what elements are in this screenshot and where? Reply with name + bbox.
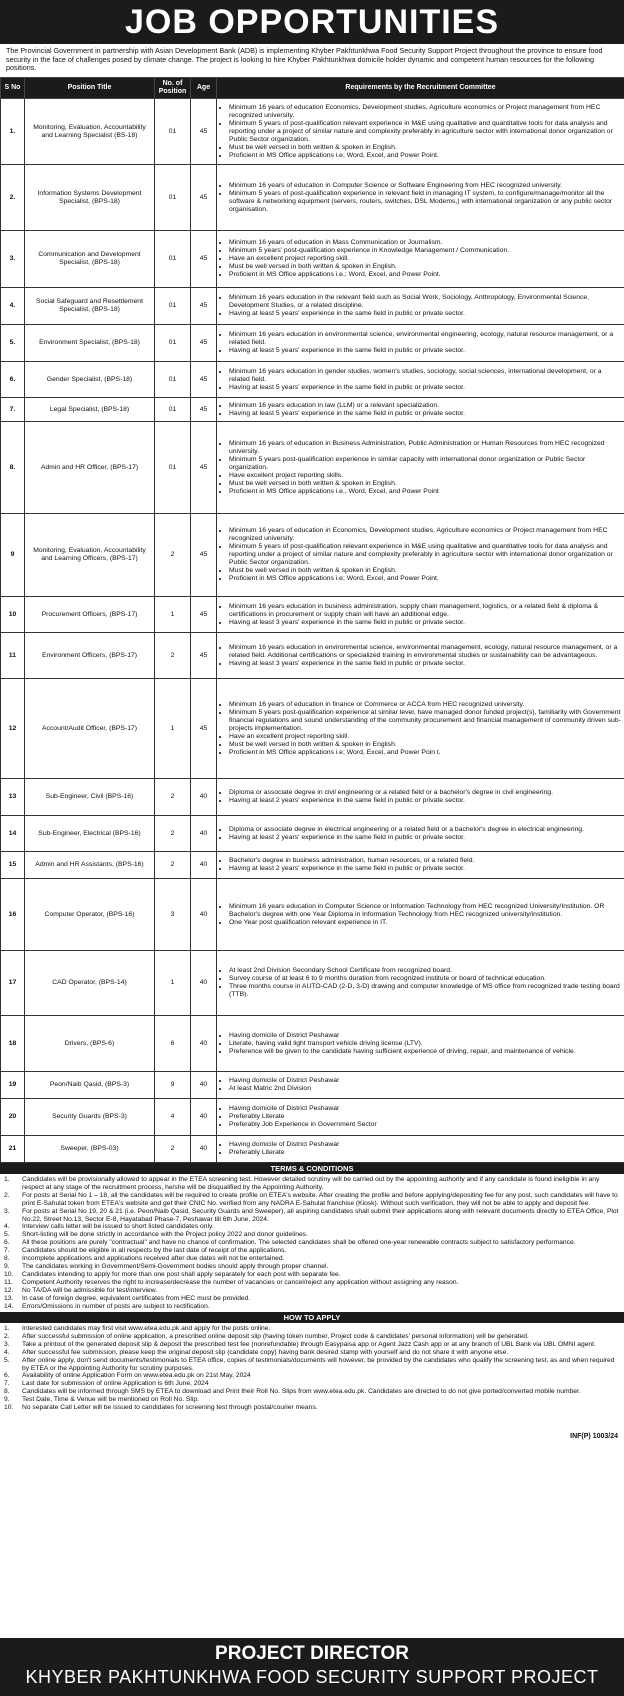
item-text: Availability of online Application Form on www.etea.edu.pk on 21st May, 2024 xyxy=(22,1372,251,1380)
table-row xyxy=(1,165,624,231)
position-title-cell: Procurement Officers, (BPS-17) xyxy=(25,597,155,633)
serial-number-cell: 2. xyxy=(1,165,25,231)
item-text: In case of foreign degree, equivalent certificates from HEC must be provided. xyxy=(22,1294,251,1302)
requirements-list xyxy=(219,294,622,318)
requirements-cell xyxy=(217,398,624,422)
item-text: Errors/Omissions in number of posts are subject to rectification. xyxy=(22,1302,210,1310)
requirements-cell xyxy=(217,597,624,633)
position-count-cell: 01 xyxy=(155,99,191,165)
requirement-item: • Minimum 16 years education in business administration, supply chain management, logistics, or a related field & diploma & certifications in procurement or supply chain will have an additional edge. xyxy=(229,603,622,619)
item-number: 2. xyxy=(4,1332,10,1340)
position-title-cell: CAD Operator, (BPS-14) xyxy=(25,951,155,1016)
item-number: 8. xyxy=(4,1255,10,1263)
requirements-list xyxy=(219,701,622,757)
position-count-cell: 2 xyxy=(155,852,191,879)
table-row xyxy=(1,1136,624,1163)
requirements-list xyxy=(219,239,622,279)
position-count-cell: 01 xyxy=(155,231,191,288)
position-count-cell: 1 xyxy=(155,951,191,1016)
item-number: 6. xyxy=(4,1239,10,1247)
page-title: JOB OPPORTUNITIES xyxy=(0,0,624,44)
item-number: 14. xyxy=(4,1302,14,1310)
item-text: Incomplete applications and applications received after due dates will not be entertained. xyxy=(22,1255,285,1263)
position-count-cell: 9 xyxy=(155,1072,191,1099)
requirements-list xyxy=(219,1105,622,1129)
requirements-cell xyxy=(217,288,624,325)
requirement-item: • Minimum 16 years education in Computer Science or Information Technology from HEC recognized University/Institution. OR Bachelor's degree with one Year Diploma in Information Technology from HEC recognized university/institution. xyxy=(229,903,622,919)
position-title-cell: Gender Specialist, (BPS-18) xyxy=(25,362,155,398)
item-number: 7. xyxy=(4,1380,10,1388)
requirement-item: • Have an excellent project reporting skill. xyxy=(229,733,622,741)
table-row xyxy=(1,633,624,679)
item-number: 3. xyxy=(4,1207,10,1215)
requirements-cell xyxy=(217,325,624,362)
terms-item xyxy=(4,1231,620,1239)
position-count-cell: 01 xyxy=(155,422,191,514)
position-count-cell: 01 xyxy=(155,165,191,231)
position-count-cell: 2 xyxy=(155,779,191,816)
position-count-cell: 01 xyxy=(155,398,191,422)
item-number: 3. xyxy=(4,1340,10,1348)
requirements-cell xyxy=(217,231,624,288)
position-title-cell: Legal Specialist, (BPS-18) xyxy=(25,398,155,422)
requirement-item: • Three months course in AUTO-CAD (2-D, 3-D) drawing and computer knowledge of MS office from recognized trade testing board (TTB). xyxy=(229,983,622,999)
serial-number-cell: 8. xyxy=(1,422,25,514)
position-count-cell: 01 xyxy=(155,288,191,325)
requirements-cell xyxy=(217,779,624,816)
terms-heading: TERMS & CONDITIONS xyxy=(0,1163,624,1174)
age-limit-cell: 45 xyxy=(191,288,217,325)
age-limit-cell: 45 xyxy=(191,679,217,779)
requirement-item: • Minimum 16 years of education in Business Administration, Public Administration or Human Resources from HEC recognized university. xyxy=(229,440,622,456)
item-text: The candidates working in Government/Semi-Government bodies should apply through proper channel. xyxy=(22,1262,329,1270)
requirements-list xyxy=(219,402,622,418)
position-title-cell: Admin and HR Assistants, (BPS-16) xyxy=(25,852,155,879)
requirement-item: • Having at least 2 years' experience in the same field in public or private sector. xyxy=(229,865,622,873)
terms-item xyxy=(4,1223,620,1231)
position-count-cell: 2 xyxy=(155,514,191,597)
requirement-item: • Minimum 5 years post-qualification experience at similar level, have managed donor funded project(s), familiarity with Government financial regulations and sound understanding of the community procurement and financial management of community driven sub-projects implementation. xyxy=(229,709,622,733)
requirements-list xyxy=(219,1032,622,1056)
serial-number-cell: 21 xyxy=(1,1136,25,1163)
position-count-cell: 1 xyxy=(155,679,191,779)
requirement-item: • Preferably Literate xyxy=(229,1149,622,1157)
serial-number-cell: 1. xyxy=(1,99,25,165)
howto-item xyxy=(4,1357,620,1373)
position-title-cell: Account/Audit Officer, (BPS-17) xyxy=(25,679,155,779)
item-number: 1. xyxy=(4,1176,10,1183)
position-title-cell: Security Guards (BPS-3) xyxy=(25,1099,155,1136)
item-text: Interested candidates may first visit www.etea.edu.pk and apply for the posts online. xyxy=(22,1325,271,1332)
requirements-list xyxy=(219,644,622,668)
requirements-list xyxy=(219,967,622,999)
requirements-cell xyxy=(217,362,624,398)
requirement-item: • Having at least 5 years' experience in the same field in public or private sector. xyxy=(229,384,622,392)
col-header-count: No. of Position xyxy=(155,78,191,99)
terms-item xyxy=(4,1279,620,1287)
requirement-item: • One Year post qualification relevant experience in IT. xyxy=(229,919,622,927)
requirement-item: • Preferably Job Experience in Government Sector xyxy=(229,1121,622,1129)
requirement-item: • Minimum 16 years education in environmental science, environmental management, ecology, natural resource management, or a related field. Additional certifications or specialized training in environmental studies or sustainability can be advantageous. xyxy=(229,644,622,660)
requirement-item: • Minimum 16 years education in gender studies, women's studies, sociology, social sciences, international development, or a related field. xyxy=(229,368,622,384)
position-title-cell: Drivers, (BPS-6) xyxy=(25,1016,155,1072)
howto-item xyxy=(4,1380,620,1388)
item-number: 7. xyxy=(4,1247,10,1255)
requirement-item: • Minimum 5 years' post-qualification experience in Knowledge Management / Communication. xyxy=(229,247,622,255)
item-text: Competent Authority reserves the right to increase/decrease the number of vacancies or cancel/reject any application without assigning any reason. xyxy=(22,1278,459,1286)
requirements-list xyxy=(219,603,622,627)
terms-item xyxy=(4,1239,620,1247)
requirement-item: • Minimum 16 years education in the relevant field such as Social Work, Sociology, Anthropology, Environmental Science, Development Studies, or a related discipline. xyxy=(229,294,622,310)
requirement-item: • Proficient in MS Office applications i.e.; Word, Excel, and Power Point. xyxy=(229,271,622,279)
requirement-item: • Have an excellent project reporting skill. xyxy=(229,255,622,263)
requirements-cell xyxy=(217,99,624,165)
requirements-list xyxy=(219,368,622,392)
item-text: Candidates intending to apply for more than one post shall apply separately for each post with separate fee. xyxy=(22,1270,341,1278)
item-text: No TA/DA will be admissible for test/interview. xyxy=(22,1286,158,1294)
item-number: 10. xyxy=(4,1404,14,1412)
howto-item xyxy=(4,1388,620,1396)
terms-item xyxy=(4,1176,620,1192)
howto-item xyxy=(4,1349,620,1357)
requirement-item: • Minimum 5 years of post-qualification experience in relevant field in managing IT system, to configure/manage/monitor all the software & networking equipment (servers, routers, switches, DSL Modems,) with international organization or any public sector organisation. xyxy=(229,190,622,214)
requirements-cell xyxy=(217,879,624,951)
item-number: 9. xyxy=(4,1396,10,1404)
requirement-item: • At least 2nd Division Secondary School Certificate from recognized board. xyxy=(229,967,622,975)
howto-item xyxy=(4,1333,620,1341)
terms-item xyxy=(4,1271,620,1279)
item-text: Test Date, Time & Venue will be mentioned on Roll No. Slip. xyxy=(22,1396,199,1404)
requirements-cell xyxy=(217,852,624,879)
table-header-row xyxy=(1,78,624,99)
requirement-item: • Minimum 16 years education in law (LLM) or a relevant specialization. xyxy=(229,402,622,410)
table-row xyxy=(1,514,624,597)
age-limit-cell: 45 xyxy=(191,398,217,422)
age-limit-cell: 40 xyxy=(191,852,217,879)
requirement-item: • Having at least 3 years' experience in the same field in public or private sector. xyxy=(229,619,622,627)
table-row xyxy=(1,231,624,288)
terms-item xyxy=(4,1287,620,1295)
item-number: 5. xyxy=(4,1356,10,1364)
requirement-item: • Minimum 5 years of post-qualification relevant experience in M&E using qualitative and quantitative tools for data analysis and reporting under a project of similar nature and complexity preferably in agriculture sector with international donor organization or Public Sector organization. xyxy=(229,543,622,567)
intro-paragraph: The Provincial Government in partnership with Asian Development Bank (ADB) is implementing Khyber Pakhtunkhwa Food Security Support Project throughout the province to ensure food security in the face of challenges posed by climate change. The project is looking to hire Khyber Pakhtunkhwa domicile holder dynamic and competent human resources for the following positions. xyxy=(6,46,603,73)
requirements-list xyxy=(219,104,622,160)
terms-item xyxy=(4,1255,620,1263)
serial-number-cell: 9 xyxy=(1,514,25,597)
serial-number-cell: 7. xyxy=(1,398,25,422)
requirements-cell xyxy=(217,679,624,779)
requirement-item: • Minimum 16 years of education in Computer Science or Software Engineering from HEC recognized university. xyxy=(229,182,622,190)
requirement-item: • Proficient in MS Office applications i.e., Word, Excel, and Power Point xyxy=(229,488,622,496)
age-limit-cell: 40 xyxy=(191,816,217,852)
requirement-item: • Preference will be given to the candidate having sufficient experience of driving, repair, and maintenance of vehicle. xyxy=(229,1048,622,1056)
requirement-item: • Minimum 5 years of post-qualification relevant experience in M&E using qualitative and quantitative tools for data analysis and reporting under a project of similar nature and complexity preferably in agriculture sector with international donor organization or Public Sector organization. xyxy=(229,120,622,144)
terms-item xyxy=(4,1303,620,1311)
jobs-table-body xyxy=(1,99,624,1163)
position-title-cell: Monitoring, Evaluation, Accountability and Learning Specialist (BS-18) xyxy=(25,99,155,165)
item-text: After successful submission of online application, a prescribed online deposit slip (having token number, Project code & candidates' personal information) will be generated. xyxy=(22,1332,529,1340)
item-text: For posts at Serial No 1 – 18, all the candidates will be required to create profile on ETEA's website. After creating the profile and before applying/depositing fee for any post, such candidates will have to print E-Sahulat token from ETEA's website and get their CNIC No. verified from any NADRA E-Sahulat franchise (Kiosk). Without such verification, they will not be able to apply and deposit fee. xyxy=(22,1191,618,1207)
age-limit-cell: 40 xyxy=(191,1099,217,1136)
position-title-cell: Monitoring, Evaluation, Accountability and Learning Officers, (BPS-17) xyxy=(25,514,155,597)
howto-list xyxy=(0,1323,624,1433)
requirement-item: • Proficient in MS Office applications i.e; Word, Excel, and Power Poin t. xyxy=(229,749,622,757)
item-number: 12. xyxy=(4,1286,14,1294)
table-row xyxy=(1,852,624,879)
age-limit-cell: 45 xyxy=(191,633,217,679)
table-row xyxy=(1,951,624,1016)
terms-item xyxy=(4,1208,620,1224)
position-title-cell: Information Systems Development Specialist, (BPS-18) xyxy=(25,165,155,231)
requirement-item: • Bachelor's degree in business administration, human resources, or a related field. xyxy=(229,857,622,865)
item-text: For posts at Serial No 19, 20 & 21 (i.e. Peon/Naib Qasid, Security Guards and Sweeper), all aspiring candidates shall submit their applications along with relevant documents directly to ETEA Office, Plot No.22, Street No.13, Sector E-8, Hayatabad Phase-7, Peshawar till 6th June, 2024. xyxy=(22,1207,619,1223)
item-number: 9. xyxy=(4,1262,10,1270)
serial-number-cell: 3. xyxy=(1,231,25,288)
age-limit-cell: 45 xyxy=(191,325,217,362)
position-title-cell: Communication and Development Specialist, (BPS-18) xyxy=(25,231,155,288)
age-limit-cell: 45 xyxy=(191,422,217,514)
age-limit-cell: 45 xyxy=(191,165,217,231)
requirements-list xyxy=(219,1077,622,1093)
howto-item xyxy=(4,1372,620,1380)
requirements-list xyxy=(219,331,622,355)
requirements-cell xyxy=(217,1136,624,1163)
table-row xyxy=(1,99,624,165)
requirement-item: • Survey course of at least 6 to 9 months duration from recognized institute or board of technical education. xyxy=(229,975,622,983)
howto-item xyxy=(4,1341,620,1349)
requirements-cell xyxy=(217,1016,624,1072)
requirement-item: • Minimum 16 years of education in Economics, Development studies, Agriculture economics or Project management from HEC recognized university. xyxy=(229,527,622,543)
col-header-position: Position Title xyxy=(25,78,155,99)
col-header-sno: S No xyxy=(1,78,25,99)
howto-item xyxy=(4,1404,620,1412)
requirement-item: • Preferably Literate xyxy=(229,1113,622,1121)
table-row xyxy=(1,422,624,514)
requirements-list xyxy=(219,527,622,583)
item-text: All these positions are purely "contractual" and have no chance of confirmation. The selected candidates shall be offered one-year renewable contracts subject to satisfactory performance. xyxy=(22,1239,576,1247)
item-number: 4. xyxy=(4,1223,10,1231)
requirement-item: • At least Matric 2nd Division xyxy=(229,1085,622,1093)
age-limit-cell: 40 xyxy=(191,951,217,1016)
table-row xyxy=(1,288,624,325)
requirement-item: • Minimum 16 years of education in finance or Commerce or ACCA from HEC recognized university. xyxy=(229,701,622,709)
requirement-item: • Having at least 3 years' experience in the same field in public or private sector. xyxy=(229,660,622,668)
table-row xyxy=(1,1016,624,1072)
age-limit-cell: 40 xyxy=(191,1136,217,1163)
requirement-item: • Minimum 5 years post-qualification experience in similar capacity with international donor organization or Public Sector organization. xyxy=(229,456,622,472)
age-limit-cell: 40 xyxy=(191,879,217,951)
age-limit-cell: 45 xyxy=(191,597,217,633)
requirement-item: • Minimum 16 years education in environmental science, environmental engineering, ecology, natural resource management, or a related field. xyxy=(229,331,622,347)
jobs-table xyxy=(0,77,624,1163)
table-row xyxy=(1,679,624,779)
requirement-item: • Diploma or associate degree in civil engineering or a related field or a bachelor's degree in civil engineering. xyxy=(229,789,622,797)
item-text: Candidates will be informed through SMS by ETEA to download and Print their Roll No. Slips from www.etea.edu.pk. Candidates are directed to do not give ported/converted mobile number. xyxy=(22,1388,581,1396)
footer-project-name: KHYBER PAKHTUNKHWA FOOD SECURITY SUPPORT PROJECT xyxy=(25,1667,599,1687)
terms-list xyxy=(0,1174,624,1312)
serial-number-cell: 10 xyxy=(1,597,25,633)
requirement-item: • Literate, having valid light transport vehicle driving license (LTV). xyxy=(229,1040,622,1048)
requirement-item: • Having domicile of District Peshawar xyxy=(229,1032,622,1040)
serial-number-cell: 13 xyxy=(1,779,25,816)
requirements-list xyxy=(219,789,622,805)
requirement-item: • Diploma or associate degree in electrical engineering or a related field or a bachelor's degree in electrical engineering. xyxy=(229,826,622,834)
requirement-item: • Having at least 5 years' experience in the same field in public or private sector. xyxy=(229,347,622,355)
age-limit-cell: 40 xyxy=(191,1016,217,1072)
item-text: Take a printout of the generated deposit slip & deposit the prescribed test fee (nonrefundable) through Easypaisa app or Agent Jazz Cash app or at any branch of UBL Bank via UBL OMNI agent. xyxy=(22,1340,596,1348)
requirements-cell xyxy=(217,1099,624,1136)
requirements-list xyxy=(219,182,622,214)
table-row xyxy=(1,362,624,398)
table-row xyxy=(1,779,624,816)
serial-number-cell: 17 xyxy=(1,951,25,1016)
position-count-cell: 4 xyxy=(155,1099,191,1136)
item-text: After successful fee submission, please keep the original deposit slip (candidate copy) having bank desired stamp with yourself and do not share it with anyone else. xyxy=(22,1348,509,1356)
item-number: 13. xyxy=(4,1294,14,1302)
requirements-list xyxy=(219,1141,622,1157)
item-number: 8. xyxy=(4,1388,10,1396)
requirements-list xyxy=(219,903,622,927)
table-row xyxy=(1,325,624,362)
requirements-cell xyxy=(217,633,624,679)
position-title-cell: Peon/Naib Qasid, (BPS-3) xyxy=(25,1072,155,1099)
footer-signatory: PROJECT DIRECTOR xyxy=(215,1643,409,1664)
requirements-cell xyxy=(217,165,624,231)
position-title-cell: Sub-Engineer, Civil (BPS-16) xyxy=(25,779,155,816)
table-row xyxy=(1,1099,624,1136)
item-number: 5. xyxy=(4,1231,10,1239)
position-count-cell: 01 xyxy=(155,325,191,362)
item-number: 10. xyxy=(4,1270,14,1278)
requirements-cell xyxy=(217,951,624,1016)
requirement-item: • Must be well versed in both written & spoken in English. xyxy=(229,567,622,575)
col-header-requirements: Requirements by the Recruitment Committee xyxy=(217,78,624,99)
requirement-item: • Having at least 2 years' experience in the same field in public or private sector. xyxy=(229,797,622,805)
requirement-item: • Having at least 5 years' experience in the same field in public or private sector. xyxy=(229,310,622,318)
requirement-item: • Minimum 16 years of education in Mass Communication or Journalism. xyxy=(229,239,622,247)
serial-number-cell: 15 xyxy=(1,852,25,879)
position-count-cell: 01 xyxy=(155,362,191,398)
item-text: Last date for submission of online Application is 6th June, 2024 xyxy=(22,1380,209,1388)
age-limit-cell: 45 xyxy=(191,514,217,597)
age-limit-cell: 40 xyxy=(191,1072,217,1099)
item-number: 6. xyxy=(4,1372,10,1380)
item-number: 2. xyxy=(4,1191,10,1199)
requirements-cell xyxy=(217,816,624,852)
position-title-cell: Social Safeguard and Resettlement Specialist, (BPS-18) xyxy=(25,288,155,325)
serial-number-cell: 14 xyxy=(1,816,25,852)
item-text: Short-listing will be done strictly in accordance with the Project policy 2022 and donor guidelines. xyxy=(22,1231,308,1239)
item-text: Interview calls letter will be issued to short listed candidates only. xyxy=(22,1223,214,1231)
requirement-item: • Must be well versed in both written & spoken in English. xyxy=(229,263,622,271)
requirement-item: • Having at least 2 years' experience in the same field in public or private sector. xyxy=(229,834,622,842)
terms-item xyxy=(4,1247,620,1255)
item-text: After online apply, don't send documents/testimonials to ETEA office, copies of testimonials/documents will however, be provided by the candidates who qualify the screening test, as and when required by ETEA or the Appointing Authority for scrutiny purposes. xyxy=(22,1356,615,1372)
position-count-cell: 1 xyxy=(155,597,191,633)
requirement-item: • Minimum 16 years of education Economics, Development studies, Agriculture economics or Project management from HEC recognized university. xyxy=(229,104,622,120)
requirement-item: • Must be well versed in both written & spoken in English. xyxy=(229,144,622,152)
terms-item xyxy=(4,1295,620,1303)
position-title-cell: Sub-Engineer, Electrical (BPS-16) xyxy=(25,816,155,852)
requirements-cell xyxy=(217,422,624,514)
requirements-list xyxy=(219,826,622,842)
requirement-item: • Have excellent project reporting skills. xyxy=(229,472,622,480)
howto-item xyxy=(4,1396,620,1404)
requirement-item: • Must be well versed in both written & spoken in English. xyxy=(229,741,622,749)
howto-heading: HOW TO APPLY xyxy=(0,1312,624,1323)
terms-item xyxy=(4,1192,620,1208)
terms-item xyxy=(4,1263,620,1271)
table-row xyxy=(1,597,624,633)
position-count-cell: 2 xyxy=(155,1136,191,1163)
table-row xyxy=(1,1072,624,1099)
requirement-item: • Having domicile of District Peshawar xyxy=(229,1077,622,1085)
requirement-item: • Proficient in MS Office applications i.e; Word, Excel, and Power Point. xyxy=(229,152,622,160)
item-number: 4. xyxy=(4,1348,10,1356)
item-text: No separate Call Letter will be issued to candidates for screening test through postal/courier means. xyxy=(22,1404,318,1412)
position-count-cell: 2 xyxy=(155,633,191,679)
position-title-cell: Environment Specialist, (BPS-18) xyxy=(25,325,155,362)
requirements-cell xyxy=(217,1072,624,1099)
table-row xyxy=(1,879,624,951)
footer xyxy=(0,1638,624,1696)
serial-number-cell: 16 xyxy=(1,879,25,951)
age-limit-cell: 40 xyxy=(191,779,217,816)
serial-number-cell: 11 xyxy=(1,633,25,679)
position-title-cell: Sweeper, (BPS-03) xyxy=(25,1136,155,1163)
serial-number-cell: 12 xyxy=(1,679,25,779)
howto-item xyxy=(4,1325,620,1333)
position-count-cell: 3 xyxy=(155,879,191,951)
position-title-cell: Environment Officers, (BPS-17) xyxy=(25,633,155,679)
requirement-item: • Must be well versed in both written & spoken in English. xyxy=(229,480,622,488)
reference-number: INF(P) 1003/24 xyxy=(570,1433,618,1440)
position-title-cell: Computer Operator, (BPS-16) xyxy=(25,879,155,951)
table-row xyxy=(1,816,624,852)
requirement-item: • Having domicile of District Peshawar xyxy=(229,1105,622,1113)
age-limit-cell: 45 xyxy=(191,362,217,398)
serial-number-cell: 19 xyxy=(1,1072,25,1099)
table-row xyxy=(1,398,624,422)
serial-number-cell: 20 xyxy=(1,1099,25,1136)
position-count-cell: 6 xyxy=(155,1016,191,1072)
serial-number-cell: 18 xyxy=(1,1016,25,1072)
item-number: 1. xyxy=(4,1325,10,1332)
item-text: Candidates should be eligible in all respects by the last date of receipt of the applications. xyxy=(22,1247,287,1255)
position-title-cell: Admin and HR Officer, (BPS-17) xyxy=(25,422,155,514)
age-limit-cell: 45 xyxy=(191,99,217,165)
item-number: 11. xyxy=(4,1278,13,1286)
serial-number-cell: 4. xyxy=(1,288,25,325)
requirements-cell xyxy=(217,514,624,597)
serial-number-cell: 5. xyxy=(1,325,25,362)
requirement-item: • Having domicile of District Peshawar xyxy=(229,1141,622,1149)
requirements-list xyxy=(219,857,622,873)
requirement-item: • Having at least 5 years' experience in the same field in public or private sector. xyxy=(229,410,622,418)
position-count-cell: 2 xyxy=(155,816,191,852)
requirement-item: • Proficient in MS Office applications i.e; Word, Excel, and Power Point. xyxy=(229,575,622,583)
requirements-list xyxy=(219,440,622,496)
item-text: Candidates will be provisionally allowed to appear in the ETEA screening test. However detailed scrutiny will be carried out by the appointing authority and if any candidate is found ineligible in any respect at any stage of the recruitment process, he/she will be disqualified by the Appointing Authority. xyxy=(22,1176,600,1191)
serial-number-cell: 6. xyxy=(1,362,25,398)
age-limit-cell: 45 xyxy=(191,231,217,288)
col-header-age: Age xyxy=(191,78,217,99)
